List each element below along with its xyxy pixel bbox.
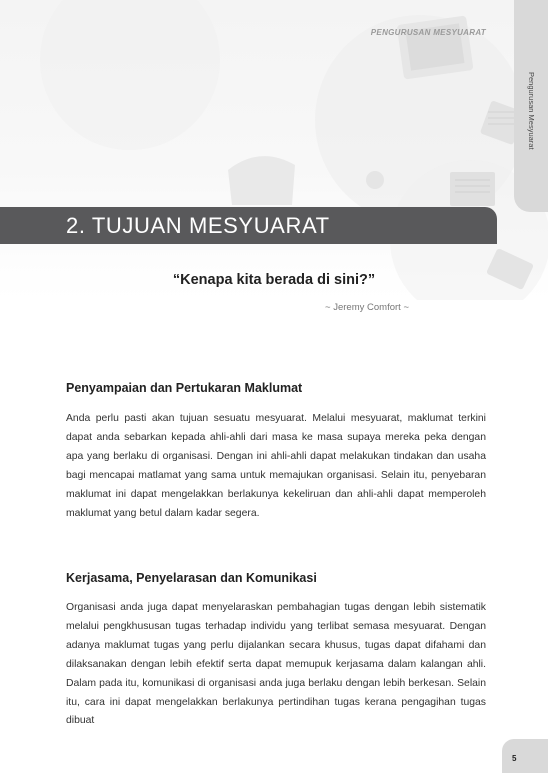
quote-author: ~ Jeremy Comfort ~ (325, 302, 409, 313)
side-tab-label: Pengurusan Mesyuarat (527, 72, 536, 150)
page-number-tab (502, 739, 548, 773)
quote-text: “Kenapa kita berada di sini?” (172, 272, 376, 288)
running-header: PENGURUSAN MESYUARAT (370, 28, 486, 37)
section-body-kerjasama: Organisasi anda juga dapat menyelaraskan pembahagian tugas dengan lebih sistematik melalui pengkhususan tugas terhadap individu yang terlibat semasa mesyuarat. Dengan adanya maklumat tugas yang perlu dijalankan secara khusus, tugas dapat difahami dan dilaksanakan dengan lebih efektif serta dapat memupuk kerjasama dalam kalangan ahli. Dalam pada itu, komunikasi di organisasi anda juga berlaku dengan lebih berkesan. Selain itu, cara ini dapat mengelakkan berlakunya pertindihan tugas kerana pengagihan tugas dibuat (66, 602, 486, 727)
section-body-penyampaian: Anda perlu pasti akan tujuan sesuatu mesyuarat. Melalui mesyuarat, maklumat terkini dapat anda sebarkan kepada ahli-ahli dari masa ke masa supaya mereka peka dengan apa yang berlaku di organisasi. Dengan ini ahli-ahli dapat melakukan tindakan dan usaha bagi mencapai matlamat yang sama untuk memajukan organisasi. Selain itu, penyebaran maklumat ini dapat mengelakkan berlakunya kekeliruan dan ahli-ahli dapat memperoleh maklumat yang betul dalam kadar segera. (66, 413, 486, 519)
header-background-image (0, 0, 548, 300)
desk-photo-illustration (0, 0, 548, 300)
section-heading-penyampaian: Penyampaian dan Pertukaran Maklumat (66, 381, 303, 395)
page-number: 5 (512, 754, 517, 763)
section-heading-kerjasama: Kerjasama, Penyelarasan dan Komunikasi (66, 571, 317, 585)
chapter-title: 2. TUJUAN MESYUARAT (66, 213, 330, 238)
side-tab (514, 0, 548, 212)
